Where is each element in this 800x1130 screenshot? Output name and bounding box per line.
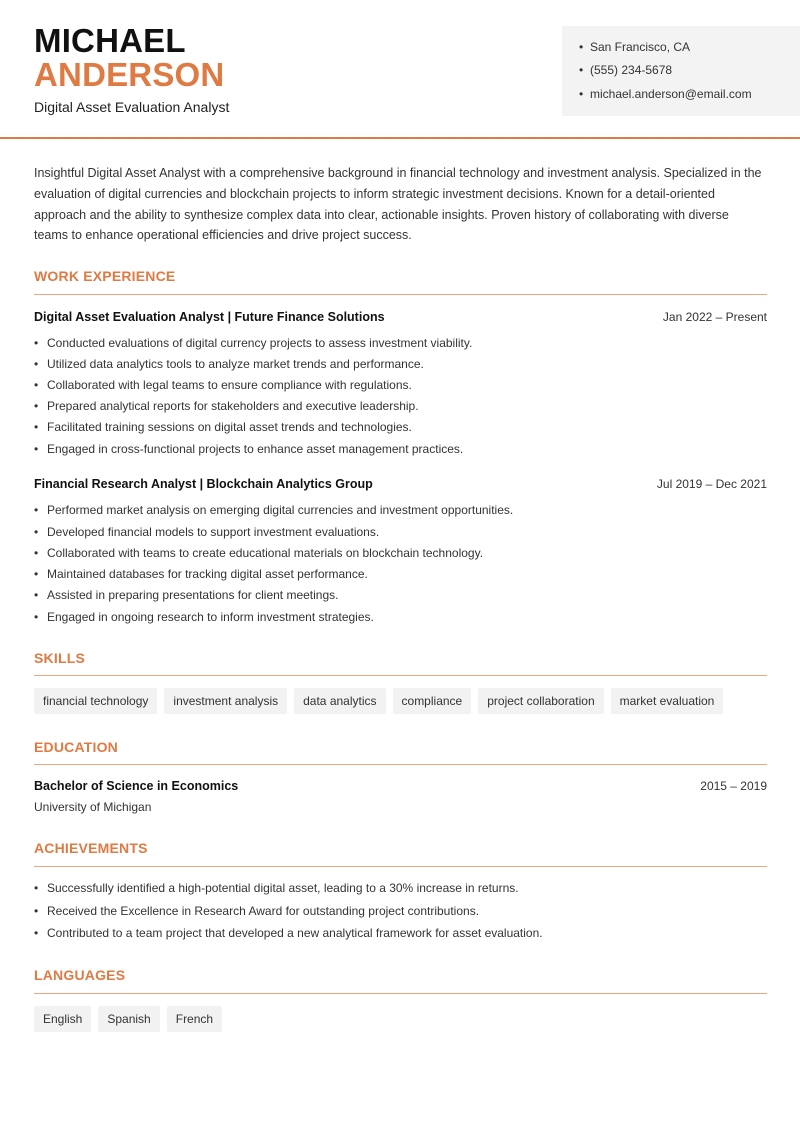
- job-2-bullet: • Maintained databases for tracking digital asset performance.: [47, 567, 368, 581]
- resume-header: [0, 0, 800, 139]
- achievement-item: • Successfully identified a high-potential digital asset, leading to a 30% increase in returns.: [47, 881, 519, 895]
- job-1-bullet: • Facilitated training sessions on digital asset trends and technologies.: [47, 420, 412, 434]
- job-1-bullet: • Collaborated with legal teams to ensure compliance with regulations.: [47, 378, 412, 392]
- skill-chip: compliance: [393, 688, 472, 714]
- achievement-item: • Received the Excellence in Research Award for outstanding project contributions.: [47, 904, 479, 918]
- job-title-1: Digital Asset Evaluation Analyst | Future Finance Solutions: [34, 310, 385, 324]
- first-name: MICHAEL: [34, 22, 186, 59]
- job-1-bullet: • Utilized data analytics tools to analyze market trends and performance.: [47, 357, 424, 371]
- contact-email[interactable]: • michael.anderson@email.com: [590, 87, 752, 101]
- language-chip: English: [34, 1006, 91, 1032]
- work-experience-heading: WORK EXPERIENCE: [34, 268, 176, 284]
- education-degree: Bachelor of Science in Economics: [34, 779, 239, 793]
- section-divider: [34, 866, 767, 867]
- language-chip: French: [167, 1006, 222, 1032]
- contact-box: [562, 26, 800, 116]
- skills-list: [34, 688, 723, 714]
- skill-chip: data analytics: [294, 688, 385, 714]
- skill-chip: investment analysis: [164, 688, 287, 714]
- job-title: Digital Asset Evaluation Analyst: [34, 99, 230, 115]
- job-1-bullet: • Prepared analytical reports for stakeholders and executive leadership.: [47, 399, 419, 413]
- education-heading: EDUCATION: [34, 739, 118, 755]
- skills-heading: SKILLS: [34, 650, 85, 666]
- job-2-bullet: • Collaborated with teams to create educational materials on blockchain technology.: [47, 546, 483, 560]
- job-2-bullet: • Assisted in preparing presentations for client meetings.: [47, 588, 339, 602]
- job-dates-1: Jan 2022 – Present: [662, 310, 767, 324]
- section-divider: [34, 675, 767, 676]
- education-dates: 2015 – 2019: [700, 779, 767, 793]
- job-2-bullet: • Engaged in ongoing research to inform investment strategies.: [47, 610, 374, 624]
- section-divider: [34, 294, 767, 295]
- skill-chip: financial technology: [34, 688, 157, 714]
- languages-heading: LANGUAGES: [34, 967, 126, 983]
- job-dates-2: Jul 2019 – Dec 2021: [656, 477, 767, 491]
- skill-chip: project collaboration: [478, 688, 603, 714]
- job-2-bullet: • Performed market analysis on emerging digital currencies and investment opportunities.: [47, 503, 513, 517]
- achievements-heading: ACHIEVEMENTS: [34, 840, 148, 856]
- contact-location: • San Francisco, CA: [590, 40, 690, 54]
- job-title-2: Financial Research Analyst | Blockchain Analytics Group: [34, 477, 373, 491]
- summary-paragraph: Insightful Digital Asset Analyst with a comprehensive background in financial technology and investment analysis. Specialized in the evaluation of digital currencies and blockchain projects to inform strategic investment decisions. Known for a detail-oriented approach and the ability to synthesize complex data into clear, actionable insights. Proven history of collaborating with diverse teams to enhance operational efficiencies and drive project success.: [34, 166, 762, 243]
- last-name: ANDERSON: [34, 56, 225, 93]
- language-chip: Spanish: [98, 1006, 159, 1032]
- languages-list: [34, 1006, 222, 1032]
- achievement-item: • Contributed to a team project that developed a new analytical framework for asset evaluation.: [47, 926, 543, 940]
- education-school: University of Michigan: [34, 800, 152, 814]
- job-1-bullet: • Conducted evaluations of digital currency projects to assess investment viability.: [47, 336, 472, 350]
- section-divider: [34, 764, 767, 765]
- section-divider: [34, 993, 767, 994]
- job-2-bullet: • Developed financial models to support investment evaluations.: [47, 525, 379, 539]
- contact-phone: • (555) 234-5678: [590, 63, 672, 77]
- job-1-bullet: • Engaged in cross-functional projects to enhance asset management practices.: [47, 442, 463, 456]
- skill-chip: market evaluation: [611, 688, 724, 714]
